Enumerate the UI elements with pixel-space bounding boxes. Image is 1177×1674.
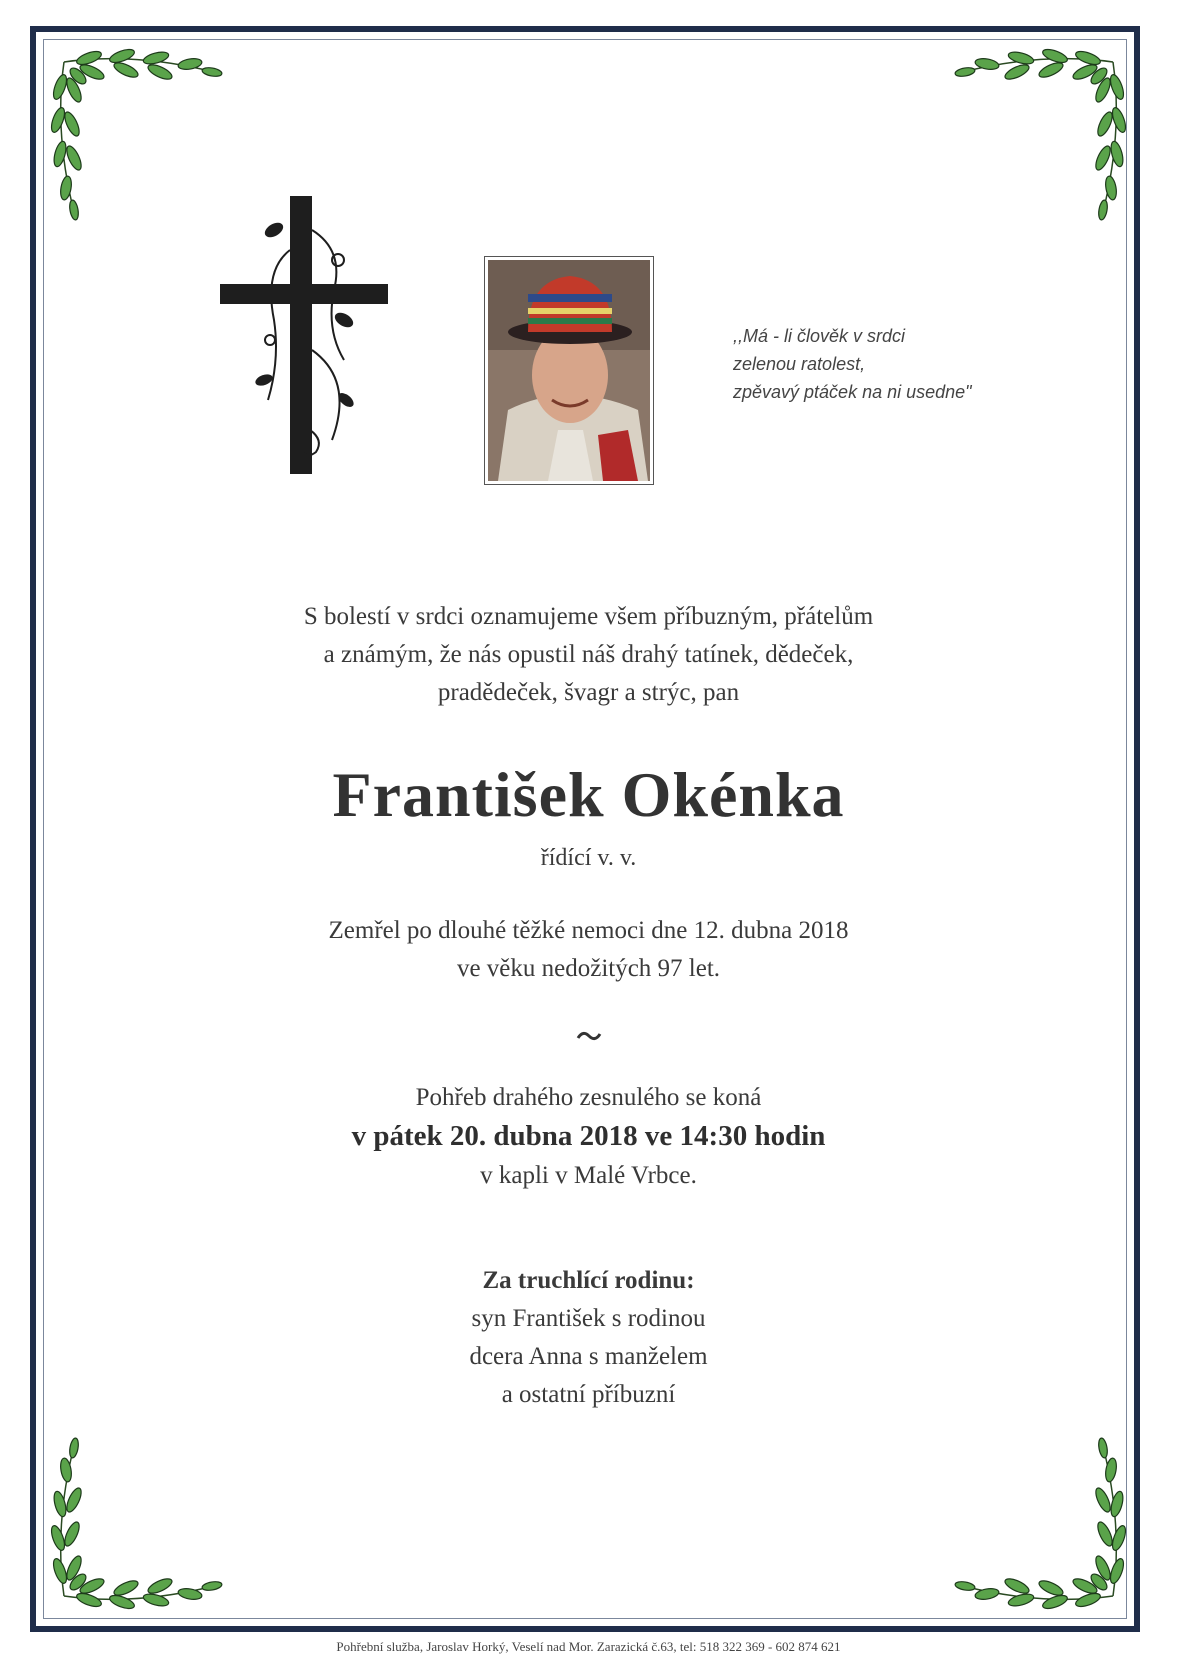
intro-line: a známým, že nás opustil náš drahý tatínek, dědeček, <box>323 641 854 668</box>
death-line: Zemřel po dlouhé těžké nemoci dne 12. dubna 2018 <box>328 917 849 944</box>
funeral-line: v kapli v Malé Vrbce. <box>480 1162 697 1189</box>
footer-text: Pohřební služba, Jaroslav Horký, Veselí nad Mor. Zarazická č.63, tel: 518 322 369 - 602 874 621 <box>336 1639 841 1654</box>
family-line: syn František s rodinou <box>471 1305 706 1332</box>
intro-line: S bolestí v srdci oznamujeme všem příbuzným, přátelům <box>303 603 874 630</box>
family-heading: Za truchlící rodinu: <box>482 1267 695 1294</box>
death-text <box>0 912 1177 988</box>
family-line: a ostatní příbuzní <box>501 1381 676 1408</box>
intro-text <box>0 598 1177 712</box>
leaf-garland-icon <box>943 1426 1133 1616</box>
quote-line: ,,Má - li člověk v srdci <box>733 326 906 346</box>
intro-line: pradědeček, švagr a strýc, pan <box>437 679 740 706</box>
quote-line: zelenou ratolest, <box>733 354 866 374</box>
funeral-datetime: v pátek 20. dubna 2018 ve 14:30 hodin <box>351 1120 826 1152</box>
ornament-icon <box>0 1026 1177 1046</box>
cross-icon <box>214 190 394 480</box>
leaf-garland-icon <box>44 42 234 232</box>
deceased-name: František Okénka <box>332 759 845 830</box>
family-text <box>0 1262 1177 1414</box>
leaf-garland-icon <box>943 42 1133 232</box>
funeral-text <box>0 1078 1177 1195</box>
portrait-photo <box>484 256 654 485</box>
quote <box>733 322 1033 406</box>
death-line: ve věku nedožitých 97 let. <box>456 955 721 982</box>
quote-line: zpěvavý ptáček na ni usedne" <box>733 382 972 402</box>
deceased-title: řídící v. v. <box>540 845 637 871</box>
funeral-line: Pohřeb drahého zesnulého se koná <box>415 1084 762 1111</box>
family-line: dcera Anna s manželem <box>469 1343 708 1370</box>
leaf-garland-icon <box>44 1426 234 1616</box>
